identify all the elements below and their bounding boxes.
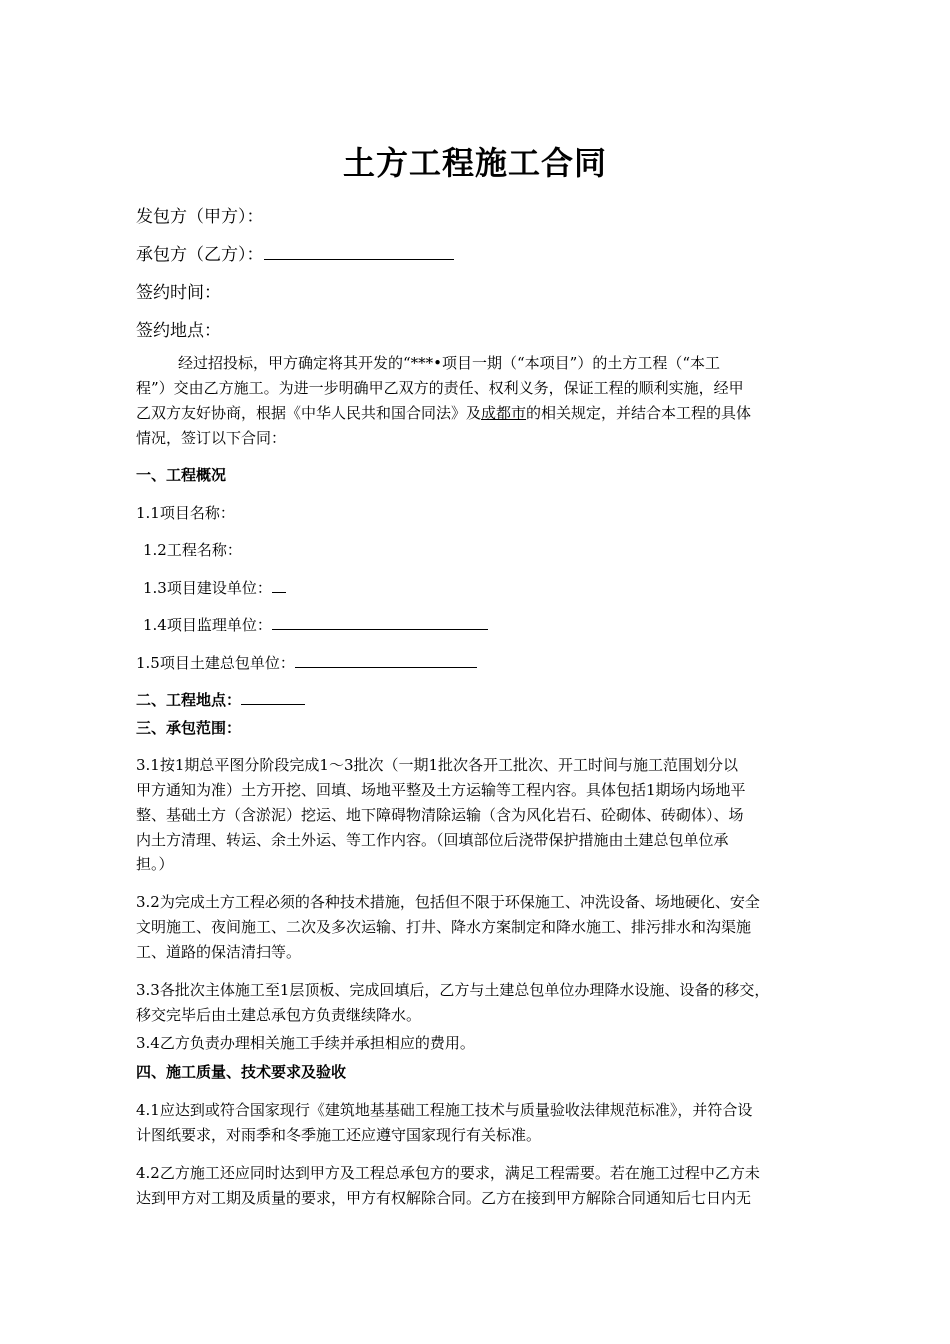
supervisor-unit-field [143,614,488,635]
supervisor-unit-blank[interactable] [272,614,488,630]
supervisor-unit-label: 1.4项目监理单位： [143,616,272,634]
sign-time-field: 签约时间： [136,283,221,303]
paragraph-line: 3.3各批次主体施工至1层顶板、完成回填后，乙方与土建总包单位办理降水设施、设备的移交， [136,981,770,999]
project-name-field: 1.1项目名称： [136,504,235,522]
paragraph-line: 甲方通知为准）土方开挖、回填、场地平整及土方运输等工程内容。具体包括1期场内场地平 [136,781,746,799]
paragraph-line: 担。） [136,855,174,873]
contractor-unit-field [136,652,477,673]
sign-place-field: 签约地点： [136,321,221,341]
owner-unit-blank[interactable] [272,577,286,593]
paragraph-line: 文明施工、夜间施工、二次及多次运输、打井、降水方案制定和降水施工、排污排水和沟渠施 [136,918,752,936]
work-name-field: 1.2工程名称： [143,541,242,559]
section-heading: 一、工程概况 [136,466,227,484]
party-b-blank[interactable] [264,244,454,260]
paragraph-line: 4.1应达到或符合国家现行《建筑地基基础工程施工技术与质量验收法律规范标准》，并符合设 [136,1101,753,1119]
owner-unit-field [143,577,286,598]
paragraph-line: 3.2为完成土方工程必须的各种技术措施，包括但不限于环保施工、冲洗设备、场地硬化、安全 [136,893,760,911]
paragraph-line: 内土方清理、转运、余土外运、等工作内容。（回填部位后浇带保护措施由土建总包单位承 [136,831,729,849]
contractor-unit-blank[interactable] [295,652,477,668]
paragraph-line: 移交完毕后由土建总承包方负责继续降水。 [136,1006,422,1024]
contractor-unit-label: 1.5项目土建总包单位： [136,654,295,672]
section-heading: 四、施工质量、技术要求及验收 [136,1063,347,1081]
owner-unit-label: 1.3项目建设单位： [143,579,272,597]
intro-line [136,402,751,423]
intro-text: 的相关规定，并结合本工程的具体 [526,404,752,422]
location-field [136,689,305,710]
paragraph-line: 达到甲方对工期及质量的要求，甲方有权解除合同。乙方在接到甲方解除合同通知后七日内无 [136,1189,752,1207]
paragraph-line: 3.1按1期总平图分阶段完成1～3批次（一期1批次各开工批次、开工时间与施工范围划分以 [136,756,739,774]
section-heading: 三、承包范围： [136,719,242,737]
paragraph-line: 工、道路的保洁清扫等。 [136,943,302,961]
paragraph-line: 计图纸要求，对雨季和冬季施工还应遵守国家现行有关标准。 [136,1126,542,1144]
city-name: 成都市 [481,404,527,422]
party-a-field: 发包方（甲方）： [136,207,264,227]
section-heading: 二、工程地点： [136,691,242,709]
document-title: 土方工程施工合同 [342,144,607,182]
intro-text: 乙双方友好协商，根据《中华人民共和国合同法》及 [136,404,482,422]
intro-line: 经过招投标，甲方确定将其开发的“***•项目一期（“本项目”）的土方工程（“本工 [178,354,721,372]
party-b-field [136,240,454,265]
intro-line: 程”）交由乙方施工。为进一步明确甲乙双方的责任、权利义务，保证工程的顺利实施，经甲 [136,379,744,397]
party-b-label: 承包方（乙方）： [136,245,264,265]
intro-line: 情况，签订以下合同： [136,429,287,447]
paragraph-line: 整、基础土方（含淤泥）挖运、地下障碍物清除运输（含为风化岩石、砼砌体、砖砌体）、场 [136,806,744,824]
paragraph-line: 4.2乙方施工还应同时达到甲方及工程总承包方的要求，满足工程需要。若在施工过程中乙方未 [136,1164,760,1182]
location-blank[interactable] [241,689,305,705]
paragraph-line: 3.4乙方负责办理相关施工手续并承担相应的费用。 [136,1034,475,1052]
